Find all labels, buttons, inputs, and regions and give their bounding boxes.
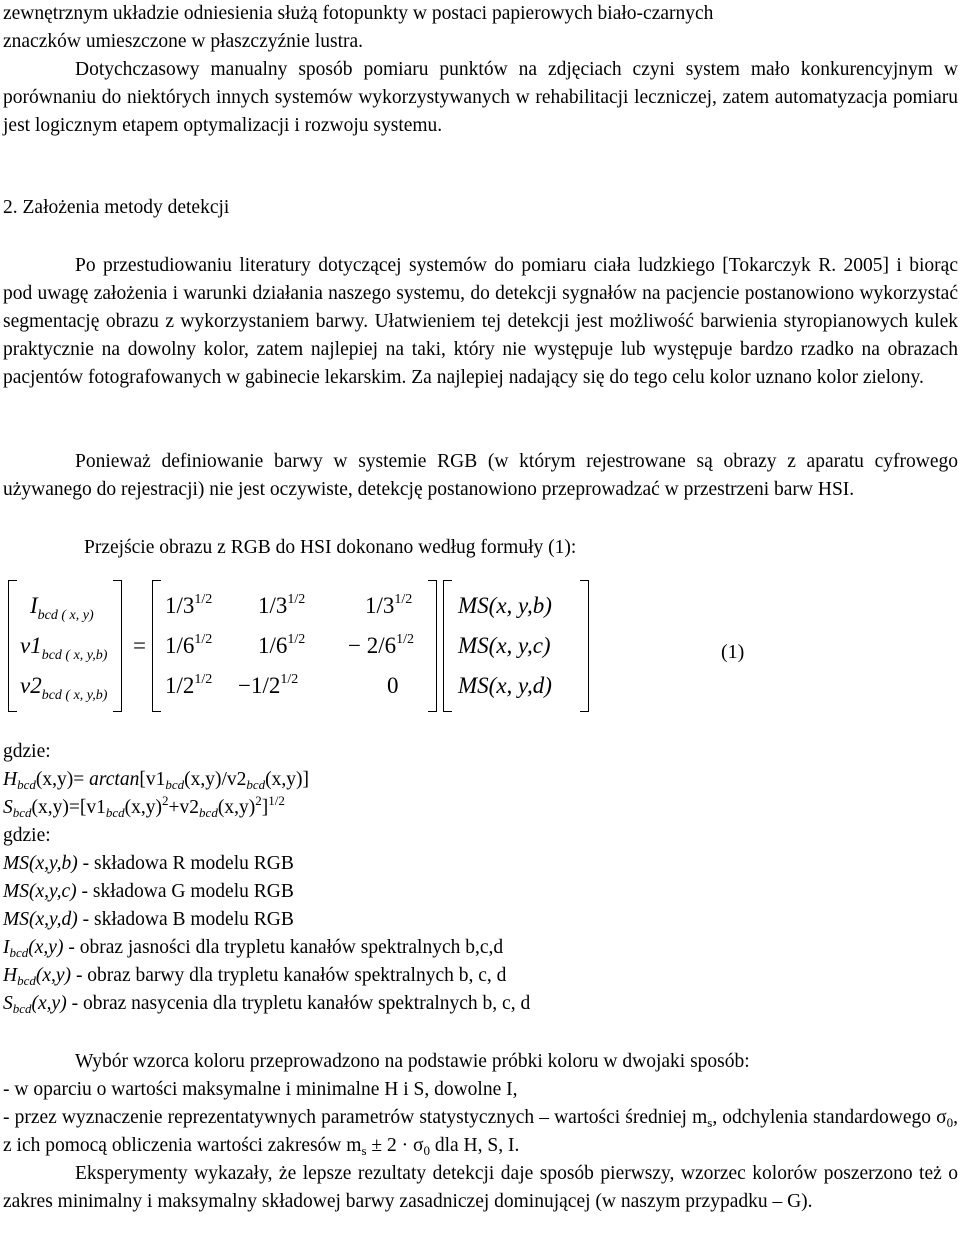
matrix-cell: 0 — [387, 673, 399, 698]
section-heading: 2. Założenia metody detekcji — [3, 197, 230, 218]
paragraph-detection-assumptions: Po przestudiowaniu literatury dotyczącej systemów do pomiaru ciała ludzkiego [Tokarczyk R. 2005] i biorąc pod uwagę założenia i warunki działania naszego systemu, do detekcji sygnałów na pacjencie postanowiono wykorzystać segmentację obrazu z wykorzystaniem barwy. Ułatwieniem tej detekcji jest możliwość barwienia styropianowych kulek praktycznie na dowolny kolor, zatem najlepiej na taki, który nie występuje lub występuje bardzo rzadko na obrazach pacjentów fotografowanych w gabinecie lekarskim. Za najlepiej nadający się do tego celu kolor uznano kolor zielony. — [3, 255, 958, 388]
legend-item: $I_{bcd}(x,y)$ - obraz jasności dla trypletu kanałów spektralnych b,c,d — [3, 937, 504, 960]
rhs-right-bracket — [580, 580, 589, 712]
legend-item: MS(x,y,d) - składowa B modelu RGB — [3, 909, 294, 930]
legend-item: MS(x,y,b) - składowa R modelu RGB — [3, 853, 294, 874]
legend-item: $H_{bcd}(x,y)$ - obraz barwy dla trypletu kanałów spektralnych b, c, d — [3, 965, 507, 988]
paragraph-experiments: Eksperymenty wykazały, że lepsze rezultaty detekcji daje sposób pierwszy, wzorzec kolorów poszerzono też o zakres minimalny i maksymalny składowej barwy zasadniczej dominującej (w naszym przypadku – G). — [3, 1163, 958, 1212]
intro-line-2: znaczków umieszczone w płaszczyźnie lustra. — [3, 31, 364, 52]
rhs-ms-b: MS(x, y,b) — [458, 593, 552, 618]
paragraph-manual-measurement: Dotychczasowy manualny sposób pomiaru punktów na zdjęciach czyni system mało konkurencyjnym w porównaniu do niektórych innych systemów wykorzystywanych w rehabilitacji leczniczej, zatem automatyzacja pomiaru jest logicznym etapem optymalizacji i rozwoju systemu. — [3, 59, 958, 136]
lhs-left-bracket — [8, 580, 17, 712]
lhs-v1: $v1_{bcd ( x, y,b)}$ — [20, 633, 108, 663]
intro-line-1: zewnętrznym układzie odniesienia służą fotopunkty w postaci papierowych biało-czarnych — [3, 3, 714, 24]
paragraph-pattern-selection: Wybór wzorca koloru przeprowadzono na podstawie próbki koloru w dwojaki sposób: — [75, 1051, 750, 1072]
equals-sign: = — [133, 633, 146, 658]
formula-intro: Przejście obrazu z RGB do HSI dokonano według formuły (1): — [84, 537, 577, 558]
gdzie-label-1: gdzie: — [3, 741, 51, 762]
rhs-ms-c: MS(x, y,c) — [458, 633, 551, 658]
definition-saturation: $S_{bcd}(x,y)=[v1_{bcd}(x,y)^2+v2_{bcd}(x,y)^2]^{1/2}$ — [3, 793, 285, 820]
rhs-left-bracket — [443, 580, 452, 712]
matrix-cell: $1/6^{1/2}$ — [165, 632, 213, 658]
legend-item: $S_{bcd}(x,y)$ - obraz nasycenia dla trypletu kanałów spektralnych b, c, d — [3, 993, 531, 1016]
bullet-min-max: - w oparciu o wartości maksymalne i minimalne H i S, dowolne I, — [3, 1079, 518, 1100]
rhs-ms-d: MS(x, y,d) — [458, 673, 552, 698]
lhs-v2: $v2_{bcd ( x, y,b)}$ — [20, 673, 108, 703]
legend-item: MS(x,y,c) - składowa G modelu RGB — [3, 881, 294, 902]
matrix-cell: $1/6^{1/2}$ — [258, 632, 306, 658]
matrix-cell: $1/3^{1/2}$ — [365, 592, 413, 618]
lhs-right-bracket — [113, 580, 122, 712]
matrix-cell: $-1/2^{1/2}$ — [238, 672, 299, 698]
bullet-statistics: - przez wyznaczenie reprezentatywnych parametrów statystycznych – wartości średniej $m_s$, odchylenia standardowego $\sigma_0$, z ich pomocą obliczenia wartości zakresów $m_s \pm 2 \cdot \sigma_0$ dla H, S, I. — [3, 1107, 958, 1158]
matrix-cell: $1/3^{1/2}$ — [165, 592, 213, 618]
formula-rgb-to-hsi — [0, 560, 960, 720]
paragraph-color-space: Ponieważ definiowanie barwy w systemie RGB (w którym rejestrowane są obrazy z aparatu cyfrowego używanego do rejestracji) nie jest oczywiste, detekcję postanowiono przeprowadzać w przestrzeni barw HSI. — [3, 451, 958, 500]
lhs-intensity: $I_{bcd ( x, y)}$ — [30, 593, 94, 623]
matrix-left-bracket — [152, 580, 161, 712]
matrix-cell: − $2/6^{1/2}$ — [348, 632, 415, 658]
equation-number: (1) — [721, 641, 745, 663]
matrix-cell: $1/2^{1/2}$ — [165, 672, 213, 698]
matrix-cell: $1/3^{1/2}$ — [258, 592, 306, 618]
matrix-right-bracket — [428, 580, 437, 712]
definition-hue: $H_{bcd}(x,y)= \arctan[v1_{bcd}(x,y)/v2_{bcd}(x,y)]$ — [3, 769, 310, 792]
gdzie-label-2: gdzie: — [3, 825, 51, 846]
